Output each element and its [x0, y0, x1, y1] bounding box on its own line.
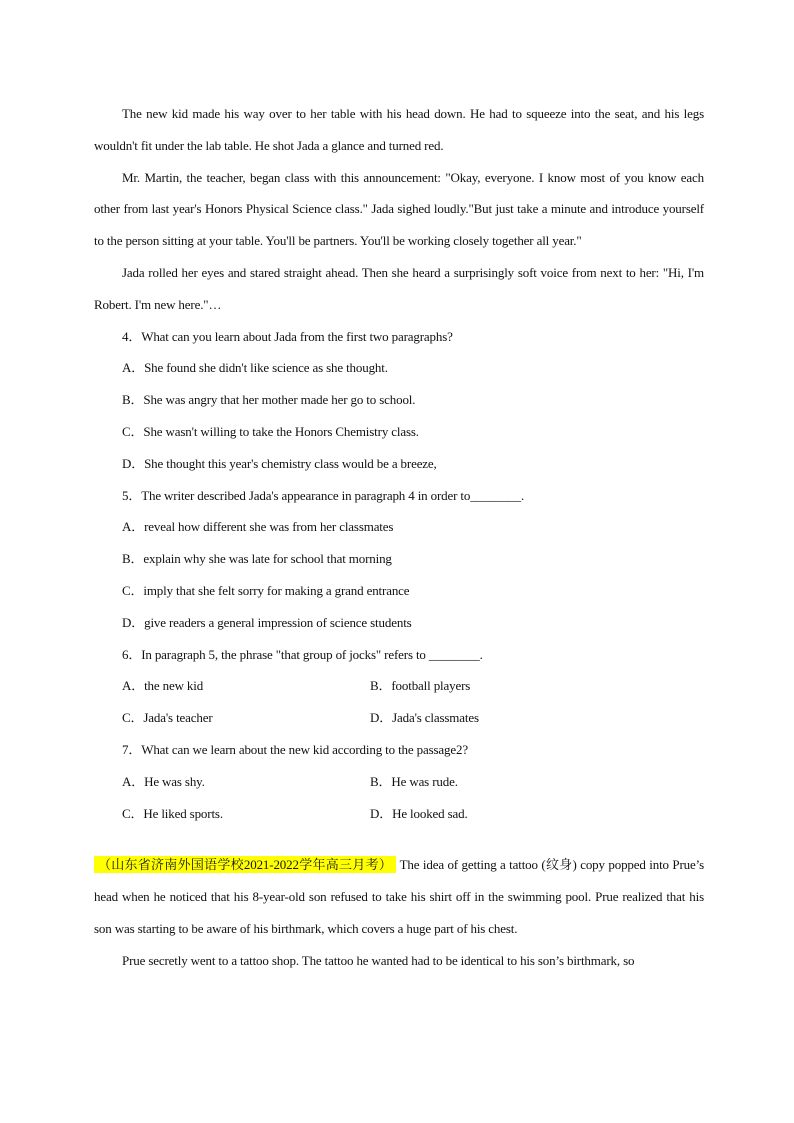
- question-6-options-row-2: [94, 702, 704, 734]
- question-4-option-b: B．She was angry that her mother made her go to school.: [122, 392, 416, 408]
- question-5-option-a: A．reveal how different she was from her classmates: [122, 519, 394, 535]
- question-7-stem: 7．What can we learn about the new kid according to the passage2?: [122, 741, 468, 757]
- passage2-paragraph-1: [94, 849, 704, 944]
- question-6-option-c: C．Jada's teacher: [122, 710, 213, 726]
- question-6-option-b: B．football players: [370, 678, 471, 694]
- question-7-options-row-1: [94, 766, 704, 798]
- source-tag-highlight: （山东省济南外国语学校2021-2022学年高三月考）: [94, 856, 396, 873]
- question-4-option-a: A．She found she didn't like science as she thought.: [122, 360, 388, 376]
- question-4-stem: 4．What can you learn about Jada from the first two paragraphs?: [122, 328, 453, 344]
- question-5-option-b: B．explain why she was late for school that morning: [122, 551, 392, 567]
- question-6-options-row-1: [94, 670, 704, 702]
- question-7-option-d: D．He looked sad.: [370, 805, 468, 821]
- question-5-option-c: C．imply that she felt sorry for making a grand entrance: [122, 582, 410, 598]
- question-7-option-c: C．He liked sports.: [122, 805, 223, 821]
- passage2-paragraph-1-text: The idea of getting a tattoo (纹身) copy popped into Prue’s head when he noticed that his 8-year-old son refused to take his shirt off in the swimming pool. Prue realized that his son was starting to be aware of his birthmark, which covers a huge part of his chest.: [94, 857, 704, 936]
- document-page: [94, 98, 704, 977]
- question-7-option-b: B．He was rude.: [370, 773, 458, 789]
- section-gap: [94, 829, 704, 849]
- question-6-option-d: D．Jada's classmates: [370, 710, 479, 726]
- passage1-paragraph-2: Mr. Martin, the teacher, began class with this announcement: "Okay, everyone. I know most of you know each other from last year's Honors Physical Science class." Jada sighed loudly."But just take a minute and introduce yourself to the person sitting at your table. You'll be partners. You'll be working closely together all year.": [94, 169, 704, 249]
- question-7-options-row-2: [94, 798, 704, 830]
- passage1-paragraph-3: Jada rolled her eyes and stared straight ahead. Then she heard a surprisingly soft voice from next to her: "Hi, I'm Robert. I'm new here."…: [94, 264, 704, 312]
- passage1-paragraph-1: The new kid made his way over to her table with his head down. He had to squeeze into the seat, and his legs wouldn't fit under the lab table. He shot Jada a glance and turned red.: [94, 106, 704, 153]
- passage2-paragraph-2: Prue secretly went to a tattoo shop. The tattoo he wanted had to be identical to his son’s birthmark, so: [122, 952, 635, 968]
- question-6-stem: 6．In paragraph 5, the phrase "that group of jocks" refers to ________.: [122, 646, 483, 662]
- question-6-option-a: A．the new kid: [122, 678, 204, 694]
- question-7-option-a: A．He was shy.: [122, 773, 205, 789]
- question-4-option-d: D．She thought this year's chemistry class would be a breeze,: [122, 455, 437, 471]
- question-5-option-d: D．give readers a general impression of science students: [122, 614, 412, 630]
- question-4-option-c: C．She wasn't willing to take the Honors Chemistry class.: [122, 423, 419, 439]
- question-5-stem: 5．The writer described Jada's appearance in paragraph 4 in order to________.: [122, 487, 525, 503]
